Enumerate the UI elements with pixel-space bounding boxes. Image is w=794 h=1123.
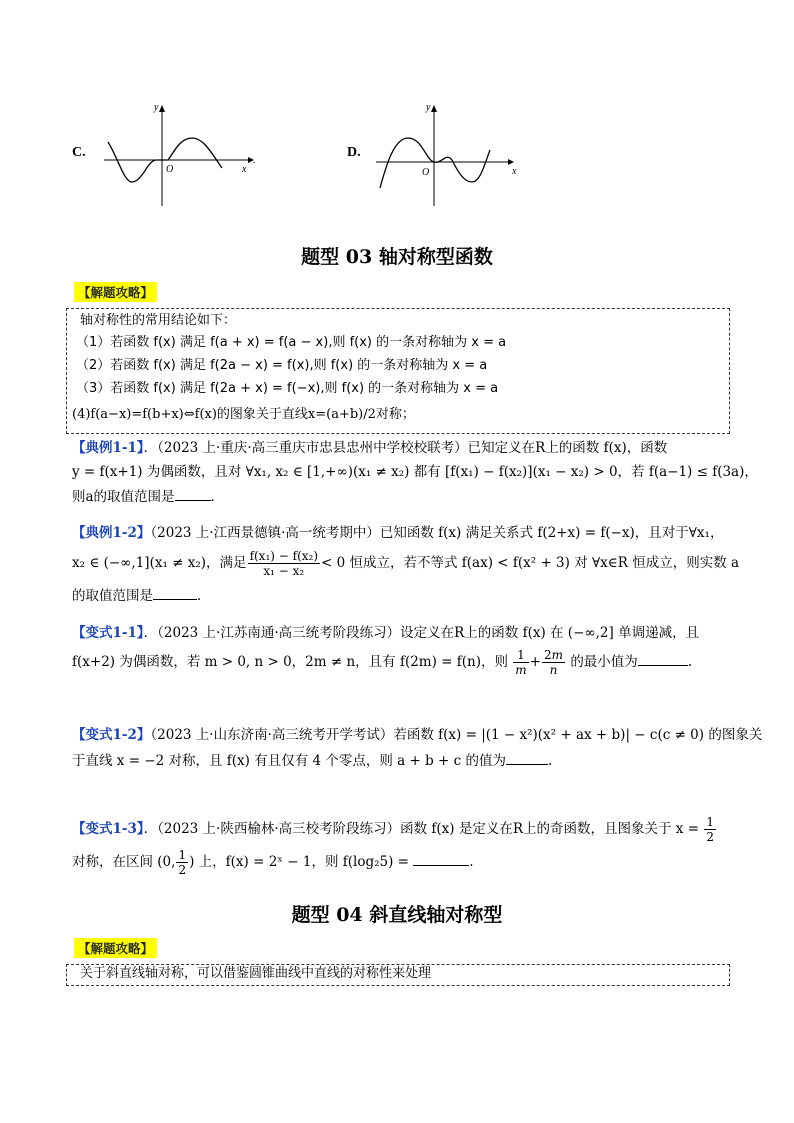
d-x-label: x [512, 166, 517, 177]
section03-title: 题型 03 轴对称型函数 [301, 246, 493, 268]
ex11-text1: ．（2023 上·重庆·高三重庆市忠县忠州中学校校联考）已知定义在R上的函数 f(x)，函数 [143, 440, 668, 456]
section03-tag: 【解题攻略】 [74, 282, 157, 302]
var11-head: 【变式1-1】 [72, 625, 144, 641]
ex12-line2 [72, 548, 739, 578]
ex12-fraction [248, 549, 320, 578]
ex12-text3: 的取值范围是 [72, 588, 153, 604]
d-y-label: y [426, 102, 431, 113]
var12-answer-blank [506, 750, 548, 765]
d-y-arrow [431, 105, 437, 112]
var11-line1 [72, 623, 699, 643]
ex12-text2a: x₂ ∈ (−∞,1](x₁ ≠ x₂)，满足 [72, 555, 247, 571]
var13-frac-a: $\frac{1}{2}$ [706, 815, 714, 844]
var11-text2a: f(x+2) 为偶函数，若 m > 0, n > 0，2m ≠ n，且有 f(2m) = f(n)，则 [72, 654, 508, 670]
c-origin-label: O [166, 164, 174, 175]
ex12-frac-num: f(x₁) − f(x₂) [249, 549, 319, 563]
var13-head: 【变式1-3】 [72, 821, 144, 837]
var13-text1: ．（2023 上·陕西榆林·高三校考阶段练习）函数 f(x) 是定义在R上的奇函数，且图象关于 x = [143, 821, 700, 837]
ex12-frac-den: x₁ − x₂ [263, 564, 305, 578]
ex11-line1 [72, 438, 667, 458]
ex11-answer-blank [175, 486, 211, 501]
var13-answer-blank [413, 851, 469, 866]
var12-line2: 于直线 x = −2 对称，且 f(x) 有且仅有 4 个零点，则 a + b + c 的值为 . [72, 750, 552, 771]
ex12-text2b: < 0 恒成立，若不等式 f(ax) < f(x² + 3) 对 ∀x∈R 恒成立，则实数 a [321, 555, 740, 571]
var12-text1: （2023 上·山东济南·高三统考开学考试）若函数 f(x) = |(1 − x²)(x² + ax + b)| − c(c ≠ 0) 的图象关 [150, 727, 763, 743]
var11-line2: f(x+2) 为偶函数，若 m > 0, n > 0，2m ≠ n，且有 f(2m) = f(n)，则 $\frac{1}{m}$ + $\frac{2m}{n}$ 的最小值为 . [72, 648, 693, 677]
ex12-line3: 的取值范围是 ． [72, 585, 211, 606]
box-line-0: 轴对称性的常用结论如下： [80, 313, 237, 328]
section04-title: 题型 04 斜直线轴对称型 [291, 904, 503, 926]
box-line-3: （3）若函数 f(x) 满足 f(2a + x) = f(−x),则 f(x) 的一条对称轴为 x = a [76, 381, 499, 396]
svg-text:.: . [253, 155, 256, 166]
ex12-answer-blank [153, 585, 197, 600]
var13-text2a: 对称，在区间 (0, [72, 854, 176, 870]
var13-text2b: ) 上，f(x) = 2ˣ − 1，则 f(log₂5) = [189, 854, 414, 870]
ex12-text1: （2023 上·江西景德镇·高一统考期中）已知函数 f(x) 满足关系式 f(2+x) = f(−x)，且对于∀x₁， [150, 525, 724, 541]
box-line-4: (4)f(a−x)=f(b+x)⇔f(x)的图象关于直线x=(a+b)/2对称； [72, 407, 415, 422]
section04-box-line: 关于斜直线轴对称，可以借鉴圆锥曲线中直线的对称性来处理 [80, 966, 432, 981]
var11-frac-1: $\frac{1}{m}$ [515, 648, 527, 677]
ex11-head: 【典例1-1】 [72, 440, 144, 456]
var11-frac-2: $\frac{2m}{n}$ [543, 648, 564, 677]
d-curve [380, 138, 490, 188]
c-y-label: y [154, 102, 159, 113]
var13-line2: 对称，在区间 (0, $\frac{1}{2}$ ) 上，f(x) = 2ˣ − 1，则 f(log₂5) = . [72, 848, 474, 877]
ex12-head: 【典例1-2】 [72, 525, 151, 541]
ex11-line2: y = f(x+1) 为偶函数，且对 ∀x₁, x₂ ∈ [1,+∞)(x₁ ≠ x₂) 都有 [f(x₁) − f(x₂)](x₁ − x₂) > 0，若 f(a−1) ≤ f(3a)， [72, 464, 758, 480]
d-origin-label: O [422, 167, 430, 178]
var13-frac-b: $\frac{1}{2}$ [178, 848, 187, 877]
option-d-label: D. [347, 145, 361, 160]
section04-tag: 【解题攻略】 [74, 938, 157, 958]
ex12-line1 [72, 523, 723, 543]
var11-answer-blank [638, 651, 688, 666]
var12-line1 [72, 725, 762, 745]
ex11-text3: 则a的取值范围是 [72, 489, 175, 505]
box-line-2: （2）若函数 f(x) 满足 f(2a − x) = f(x),则 f(x) 的一条对称轴为 x = a [76, 358, 488, 373]
option-c-label: C. [72, 145, 86, 160]
var11-text1: ．（2023 上·江苏南通·高三统考阶段练习）设定义在R上的函数 f(x) 在 (−∞,2] 单调递减，且 [143, 625, 700, 641]
box-line-1: （1）若函数 f(x) 满足 f(a + x) = f(a − x),则 f(x) 的一条对称轴为 x = a [76, 335, 507, 350]
option-c-graph [100, 100, 270, 210]
var12-text2: 于直线 x = −2 对称，且 f(x) 有且仅有 4 个零点，则 a + b + c 的值为 [72, 753, 507, 769]
option-d-graph [372, 100, 532, 210]
ex11-line3: 则a的取值范围是 ． [72, 486, 224, 507]
var13-line1 [72, 815, 717, 844]
var11-text2b: 的最小值为 [570, 654, 638, 670]
d-x-arrow [508, 159, 514, 165]
c-x-label: x [242, 164, 247, 175]
var12-head: 【变式1-2】 [72, 727, 151, 743]
c-y-arrow [159, 105, 165, 112]
